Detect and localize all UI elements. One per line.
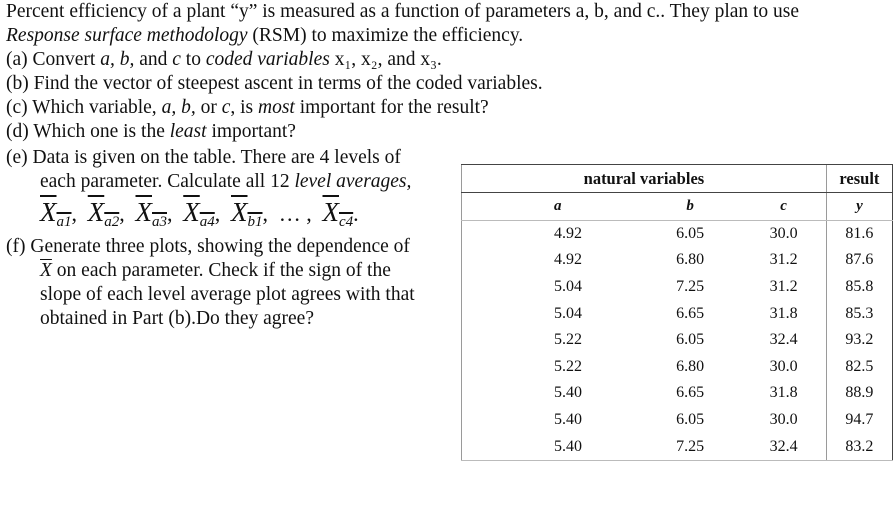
table-row xyxy=(462,247,893,274)
xbar-a2: $X_{a2}$ xyxy=(87,197,120,230)
table-row xyxy=(462,274,893,301)
table-row xyxy=(462,433,893,460)
cell-y: 85.8 xyxy=(826,274,892,301)
part-e-text-2: each parameter. Calculate all 12 xyxy=(40,171,295,192)
xbar-a1: $X_{a1}$ xyxy=(40,197,72,230)
coded-variables-term: coded variables xyxy=(205,49,330,70)
cell-c: 30.0 xyxy=(769,224,798,242)
cell-y: 82.5 xyxy=(826,354,892,381)
part-c-c: c xyxy=(221,97,231,118)
cell-a: 5.40 xyxy=(462,380,639,407)
cell-y: 93.2 xyxy=(826,327,892,354)
cell-a: 5.04 xyxy=(462,274,639,301)
xbar-c4: $X_{c4}$ xyxy=(322,197,354,230)
table-body xyxy=(462,220,893,460)
table-row xyxy=(462,327,893,354)
cell-y: 83.2 xyxy=(826,433,892,460)
xbar-b1: $X_{b1}$ xyxy=(231,197,263,230)
cell-y: 87.6 xyxy=(826,247,892,274)
ellipsis: … , xyxy=(278,201,312,226)
cell-b: 6.80 xyxy=(676,357,705,375)
part-c-is: , is xyxy=(230,97,258,118)
cell-y: 94.7 xyxy=(826,407,892,434)
table-row xyxy=(462,300,893,327)
cell-y: 88.9 xyxy=(826,380,892,407)
intro-text: Percent efficiency of a plant “y” is measured as a function of parameters a, b, and c.. They plan to use xyxy=(6,1,800,22)
level-averages-list: $X_{a1}$, $X_{a2}$, $X_{a3}$, $X_{a4}$, $X_{b1}$, … , $X_{c4}$. xyxy=(40,197,359,230)
header-result: result xyxy=(826,165,892,193)
data-table xyxy=(461,164,893,461)
part-e-line-1 xyxy=(6,146,401,170)
cell-a: 4.92 xyxy=(462,247,639,274)
part-d xyxy=(6,120,296,144)
part-c-prefix: (c) Which variable, xyxy=(6,97,162,118)
most-term: most xyxy=(257,97,295,118)
part-b-text: (b) Find the vector of steepest ascent in terms of the coded variables. xyxy=(6,73,543,94)
part-f-text-1: (f) Generate three plots, showing the dependence of xyxy=(6,236,410,257)
part-a xyxy=(6,48,442,72)
part-a-suffix: x₁, x₂, and x₃. xyxy=(329,49,442,70)
cell-b: 6.80 xyxy=(676,251,705,269)
part-c xyxy=(6,96,489,120)
part-a-c: c xyxy=(172,49,181,70)
part-d-suffix: important? xyxy=(206,121,296,142)
col-a-header: a xyxy=(462,193,639,221)
part-e-line-2 xyxy=(40,170,411,194)
x-symbol: $\overline{X}$ xyxy=(40,260,52,281)
cell-c: 31.8 xyxy=(769,304,798,322)
cell-a: 5.22 xyxy=(462,354,639,381)
table-row xyxy=(462,220,893,247)
part-f-text-2: on each parameter. Check if the sign of the xyxy=(51,260,391,281)
part-f-line-4 xyxy=(40,307,314,331)
col-y-header: y xyxy=(826,193,892,221)
rsm-term: Response surface methodology xyxy=(6,25,248,46)
part-a-vars: a, b, xyxy=(100,49,135,70)
col-b-header: b xyxy=(639,193,742,221)
part-d-prefix: (d) Which one is the xyxy=(6,121,170,142)
part-f-text-4: obtained in Part (b).Do they agree? xyxy=(40,308,314,329)
cell-a: 5.40 xyxy=(462,407,639,434)
cell-c: 30.0 xyxy=(769,411,798,429)
part-f-line-3 xyxy=(40,283,415,307)
part-a-prefix: (a) Convert xyxy=(6,49,101,70)
level-averages-term: level averages, xyxy=(294,171,412,192)
cell-a: 5.40 xyxy=(462,433,639,460)
xbar-a3: $X_{a3}$ xyxy=(135,197,167,230)
cell-c: 32.4 xyxy=(769,331,798,349)
cell-y: 81.6 xyxy=(826,220,892,247)
table-row xyxy=(462,407,893,434)
part-f-line-1 xyxy=(6,235,410,259)
cell-b: 6.05 xyxy=(676,331,705,349)
part-f-text-3: slope of each level average plot agrees with that xyxy=(40,284,415,305)
least-term: least xyxy=(169,121,207,142)
cell-a: 5.22 xyxy=(462,327,639,354)
part-f-line-2 xyxy=(40,259,391,283)
intro-line-2 xyxy=(6,24,523,48)
table-subheader-row xyxy=(462,193,893,221)
cell-c: 31.2 xyxy=(769,251,798,269)
part-b xyxy=(6,72,543,96)
part-c-or: or xyxy=(195,97,222,118)
part-a-and: and xyxy=(134,49,173,70)
cell-b: 6.65 xyxy=(676,304,705,322)
xbar-a4: $X_{a4}$ xyxy=(183,197,215,230)
part-e-text-1: (e) Data is given on the table. There are 4 levels of xyxy=(6,147,401,168)
header-natural-variables: natural variables xyxy=(462,165,827,193)
intro-text-2: (RSM) to maximize the efficiency. xyxy=(247,25,524,46)
cell-y: 85.3 xyxy=(826,300,892,327)
cell-c: 30.0 xyxy=(769,357,798,375)
cell-b: 6.65 xyxy=(676,384,705,402)
part-c-vars: a, b, xyxy=(161,97,196,118)
table-header-row xyxy=(462,165,893,193)
cell-c: 31.2 xyxy=(769,278,798,296)
cell-b: 7.25 xyxy=(676,278,705,296)
cell-a: 4.92 xyxy=(462,220,639,247)
cell-b: 6.05 xyxy=(676,411,705,429)
cell-b: 6.05 xyxy=(676,224,705,242)
table-row xyxy=(462,380,893,407)
cell-c: 31.8 xyxy=(769,384,798,402)
table-row xyxy=(462,354,893,381)
cell-c: 32.4 xyxy=(741,433,826,460)
intro-line xyxy=(6,0,799,24)
part-c-suffix: important for the result? xyxy=(294,97,489,118)
cell-b: 7.25 xyxy=(639,433,742,460)
col-c-header: c xyxy=(741,193,826,221)
part-a-to: to xyxy=(180,49,206,70)
cell-a: 5.04 xyxy=(462,300,639,327)
